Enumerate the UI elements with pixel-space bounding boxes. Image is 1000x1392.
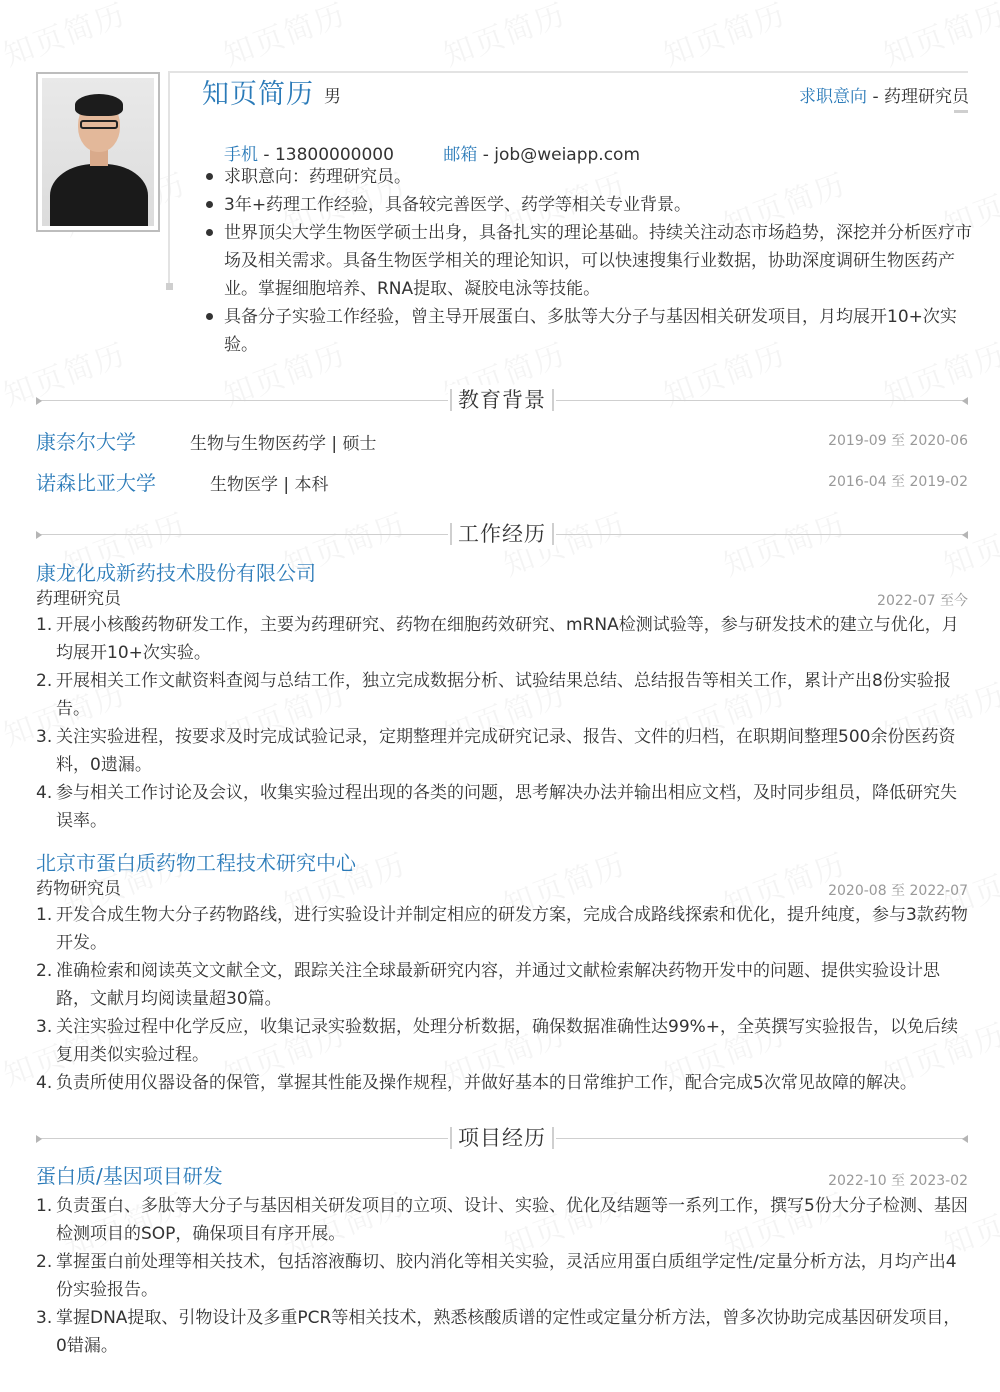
work-duty-item: 4. 负责所使用仪器设备的保管，掌握其性能及操作规程，并做好基本的日常维护工作，配合完成5次常见故障的解决。 xyxy=(36,1073,917,1093)
project-date: 2022-10 至 2023-02 xyxy=(828,1173,968,1189)
profile-photo xyxy=(42,78,154,226)
candidate-name: 知页简历 xyxy=(202,79,314,110)
degree-major: 生物医学 | 本科 xyxy=(210,475,329,495)
education-section-title: 教育背景 xyxy=(448,385,556,415)
project-entry xyxy=(36,1162,968,1360)
phone-contact xyxy=(224,140,394,165)
email-contact xyxy=(443,140,640,165)
email-separator: - xyxy=(477,145,495,165)
project-name: 蛋白质/基因项目研发 xyxy=(36,1164,223,1188)
job-intention xyxy=(799,82,969,107)
job-role: 药物研究员 xyxy=(36,879,121,899)
watermark-text xyxy=(216,0,351,75)
candidate-gender: 男 xyxy=(324,87,341,107)
watermark-text xyxy=(656,0,791,75)
profile-photo-frame xyxy=(36,72,160,232)
project-duty-list xyxy=(36,1192,968,1360)
work-duty-list xyxy=(36,901,968,1097)
education-date: 2016-04 至 2019-02 xyxy=(828,474,968,490)
summary-item: 求职意向：药理研究员。 xyxy=(204,163,974,191)
work-date: 2020-08 至 2022-07 xyxy=(828,883,968,899)
work-duty-item: 3. 关注实验进程，按要求及时完成试验记录，定期整理并完成研究记录、报告、文件的归档，在职期间整理500余份医药资料，0遗漏。 xyxy=(36,727,956,775)
email-label: 邮箱 xyxy=(443,145,478,165)
work-duty-list xyxy=(36,611,968,835)
projects-section-header xyxy=(36,1123,968,1155)
watermark-text xyxy=(876,0,1000,75)
summary-item: 3年+药理工作经验，具备较完善医学、药学等相关专业背景。 xyxy=(204,191,974,219)
watermark-text xyxy=(436,0,571,75)
job-role: 药理研究员 xyxy=(36,589,121,609)
work-duty-item: 4. 参与相关工作讨论及会议，收集实验过程出现的各类的问题，思考解决办法并输出相应文档，及时同步组员，降低研究失误率。 xyxy=(36,783,957,831)
work-section-header xyxy=(36,519,968,551)
work-duty-item: 2. 准确检索和阅读英文文献全文，跟踪关注全球最新研究内容，并通过文献检索解决药物开发中的问题、提供实验设计思路，文献月均阅读量超30篇。 xyxy=(36,961,940,1009)
summary-list xyxy=(204,163,974,359)
work-date: 2022-07 至今 xyxy=(877,593,968,609)
summary-item: 世界顶尖大学生物医学硕士出身，具备扎实的理论基础。持续关注动态市场趋势，深挖并分析医疗市场及相关需求。具备生物医学相关的理论知识，可以快速搜集行业数据，协助深度调研生物医药产业。掌握细胞培养、RNA提取、凝胶电泳等技能。 xyxy=(204,219,974,303)
work-duty-item: 1. 开展小核酸药物研发工作，主要为药理研究、药物在细胞药效研究、mRNA检测试验等，参与研发技术的建立与优化，月均展开10+次实验。 xyxy=(36,615,959,663)
project-duty-item: 1. 负责蛋白、多肽等大分子与基因相关研发项目的立项、设计、实验、优化及结题等一系列工作，撰写5份大分子检测、基因检测项目的SOP，确保项目有序开展。 xyxy=(36,1196,968,1244)
job-intention-value: 药理研究员 xyxy=(884,87,969,107)
work-duty-item: 1. 开发合成生物大分子药物路线，进行实验设计并制定相应的研发方案，完成合成路线探索和优化，提升纯度，参与3款药物开发。 xyxy=(36,905,968,953)
school-name: 康奈尔大学 xyxy=(36,430,136,454)
summary-item: 具备分子实验工作经验，曾主导开展蛋白、多肽等大分子与基因相关研发项目，月均展开10+次实验。 xyxy=(204,303,974,359)
work-entry xyxy=(36,849,968,1097)
company-name: 康龙化成新药技术股份有限公司 xyxy=(36,561,316,585)
project-duty-item: 2. 掌握蛋白前处理等相关技术，包括溶液酶切、胶内消化等相关实验，灵活应用蛋白质组学定性/定量分析方法，月均产出4份实验报告。 xyxy=(36,1252,957,1300)
education-section-header xyxy=(36,385,968,417)
project-duty-item: 3. 掌握DNA提取、引物设计及多重PCR等相关技术，熟悉核酸质谱的定性或定量分析方法，曾多次协助完成基因研发项目，0错漏。 xyxy=(36,1308,961,1356)
work-section-title: 工作经历 xyxy=(448,519,556,549)
phone-label: 手机 xyxy=(224,145,258,165)
work-duty-item: 3. 关注实验过程中化学反应，收集记录实验数据，处理分析数据，确保数据准确性达99%+，全英撰写实验报告，以免后续复用类似实验过程。 xyxy=(36,1017,959,1065)
job-intention-label: 求职意向 xyxy=(799,87,868,107)
school-name: 诺森比亚大学 xyxy=(36,471,156,495)
education-date: 2019-09 至 2020-06 xyxy=(828,433,968,449)
email-value: job@weiapp.com xyxy=(494,145,641,165)
company-name: 北京市蛋白质药物工程技术研究中心 xyxy=(36,851,356,875)
watermark-text xyxy=(0,0,132,75)
degree-major: 生物与生物医药学 | 硕士 xyxy=(190,434,377,454)
education-row xyxy=(36,467,968,495)
header-divider-dot xyxy=(166,283,173,290)
header-divider-end xyxy=(954,110,968,113)
header-divider-vertical xyxy=(168,71,170,285)
job-intention-separator: - xyxy=(867,87,884,107)
phone-separator: - xyxy=(258,145,275,165)
phone-value: 13800000000 xyxy=(274,145,394,165)
work-duty-item: 2. 开展相关工作文献资料查阅与总结工作，独立完成数据分析、试验结果总结、总结报告等相关工作，累计产出8份实验报告。 xyxy=(36,671,951,719)
contact-info xyxy=(224,140,684,165)
work-entry xyxy=(36,559,968,835)
education-row xyxy=(36,426,968,454)
projects-section-title: 项目经历 xyxy=(448,1123,556,1153)
